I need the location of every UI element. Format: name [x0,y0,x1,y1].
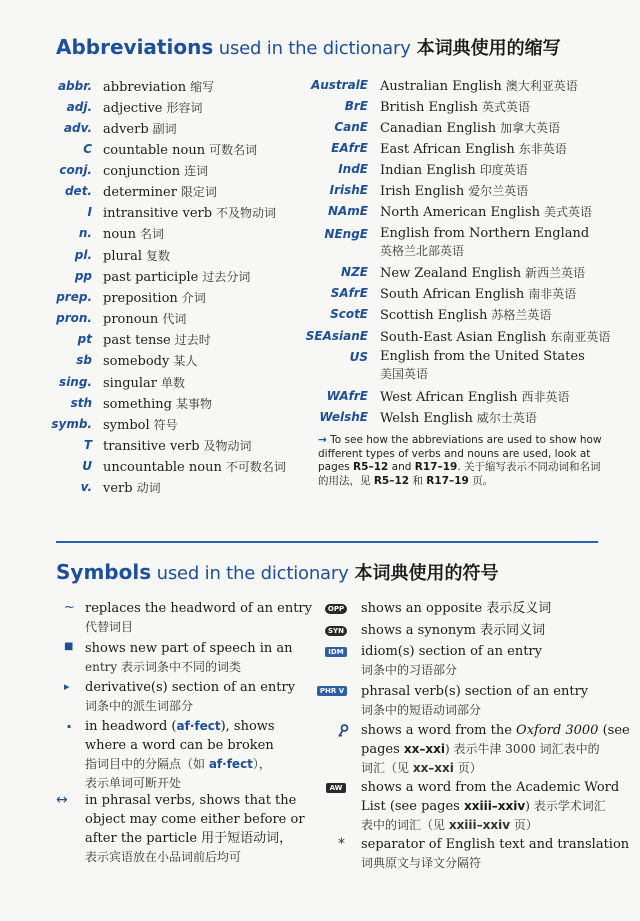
abbreviation-english: verb [103,481,133,496]
abbreviation-meaning [103,162,208,179]
abbreviation-meaning [103,247,170,264]
abbreviation-chinese: 美国英语 [380,367,429,381]
abbreviation-code: SEAsianE [305,329,368,343]
abbreviation-meaning [103,183,217,200]
abbreviation-meaning [380,140,567,157]
symbol-desc-zh: entry 表示词条中不同的词类 [85,660,241,674]
note-text-1: To see how the abbreviations are used to show how different types of verbs and nouns are used, look at pages [318,434,602,473]
abbreviation-chinese: 单数 [161,376,186,390]
abbreviation-code: pt [77,332,92,346]
abbreviation-code: C [83,142,92,156]
note-end: 页。 [468,474,494,487]
abbreviation-meaning [103,310,186,327]
symbol-desc-part: ), shows [220,719,275,734]
abbreviation-meaning [103,289,206,306]
symbol-desc-part: 页） [510,818,538,832]
abbreviation-chinese: 新西兰英语 [525,266,586,280]
symbol-desc-part: ) 表示牛津 3000 词汇表中的 [444,742,600,756]
abbreviation-chinese: 过去时 [174,333,211,347]
abbreviation-meaning [380,119,560,136]
abbreviation-code: NZE [341,265,368,279]
abbreviations-title [56,34,561,60]
abbreviation-chinese: 英格兰北部英语 [380,244,465,258]
page-ref: xx–xxi [412,761,454,775]
asterisk-icon: * [338,836,345,852]
abbreviation-meaning [103,268,250,285]
abbreviation-code: sth [70,396,92,410]
page-ref: xxiii–xxiv [448,818,511,832]
symbol-item-aw [361,778,619,835]
abbreviation-chinese: 名词 [139,227,164,241]
abbreviation-chinese: 可数名词 [209,143,258,157]
abbreviation-chinese: 某事物 [175,397,212,411]
note-ref-4: R17–19 [426,474,469,487]
abbreviation-meaning [103,204,276,221]
abbreviation-meaning [103,395,212,412]
abbreviation-chinese: 限定词 [180,185,217,199]
abbreviation-chinese: 代词 [162,312,187,326]
phrv-badge-icon: PHR V [317,686,347,696]
abbreviation-meaning [380,388,569,405]
symbol-desc-line2: where a word can be broken [85,738,274,753]
aw-badge-icon: AW [326,783,346,793]
abbreviation-english: symbol [103,418,150,433]
symbol-desc [361,723,630,738]
abbreviation-code: sb [76,353,92,367]
section-divider [56,541,598,543]
abbreviation-meaning [103,416,178,433]
abbreviation-meaning [380,226,589,259]
abbreviation-code: symb. [51,417,92,431]
abbreviation-code: pron. [56,311,92,325]
triangle-bullet-icon: ▸ [64,680,70,693]
symbol-highlight: af·fect [208,757,253,771]
abbreviation-chinese: 澳大利亚英语 [505,79,578,93]
abbreviation-meaning [103,141,257,158]
abbreviation-english: adverb [103,122,149,137]
symbol-desc-part: 指词目中的分隔点（如 [85,757,209,771]
note-and-zh: 和 [409,474,427,487]
abbreviation-english: East African English [380,142,515,157]
abbreviation-english: English from Northern England [380,226,590,241]
symbol-desc-part: in headword ( [85,719,177,734]
abbreviation-chinese: 过去分词 [202,270,251,284]
abbreviation-english: past tense [103,333,171,348]
key-icon [337,723,349,742]
symbols-title-zh: 本词典使用的符号 [354,563,499,584]
abbreviation-chinese: 印度英语 [479,163,528,177]
symbols-title-rest: used in the dictionary [151,563,349,584]
symbol-desc-zh: 词条中的短语动词部分 [361,703,482,717]
symbol-item-idm [361,642,542,680]
symbol-desc-part: shows a word from the [361,723,517,738]
abbreviation-english: past participle [103,270,199,285]
abbreviation-meaning [380,285,576,302]
symbol-item-separator [361,835,629,873]
note-ref-3: R5–12 [373,474,410,487]
syn-badge-icon: SYN [325,626,347,636]
abbreviation-chinese: 及物动词 [203,439,252,453]
symbol-item-oxford3000 [361,721,630,778]
abbreviation-english: preposition [103,291,178,306]
abbreviation-chinese: 副词 [152,122,177,136]
abbreviation-english: Australian English [380,79,502,94]
symbol-desc-zh-2: 表示单词可断开处 [85,776,182,790]
symbol-desc-line3: after the particle 用于短语动词， [85,831,293,846]
abbreviations-title-rest: used in the dictionary [213,38,411,59]
abbreviation-code: det. [64,184,92,198]
abbreviation-meaning [103,78,214,95]
abbreviation-meaning [103,352,197,369]
abbreviation-code: EAfrE [331,141,368,155]
symbol-item-tilde [85,599,312,637]
abbreviation-english: Welsh English [380,411,473,426]
abbreviation-english: uncountable noun [103,460,222,475]
abbreviation-english: South-East Asian English [380,330,547,345]
symbol-desc: phrasal verb(s) section of an entry [361,684,589,699]
note-text-2: . 关于缩写表示不同动词和名词的用法，见 [318,461,601,487]
abbreviation-meaning [380,98,530,115]
abbreviation-code: IndE [338,162,368,176]
idm-badge-icon: IDM [325,647,347,657]
symbol-desc-zh: 表示宾语放在小品词前后均可 [85,850,242,864]
abbreviation-english: abbreviation [103,80,187,95]
abbreviation-chinese: 不可数名词 [225,460,286,474]
abbreviation-code: NEngE [324,227,368,241]
abbreviation-chinese: 英式英语 [482,100,531,114]
abbreviation-english: singular [103,376,158,391]
dot-bullet-icon: · [66,717,73,736]
opp-badge-icon: OPP [325,604,347,614]
abbreviation-code: conj. [59,163,92,177]
symbol-desc [85,719,275,734]
abbreviation-code: SAfrE [330,286,368,300]
abbreviation-chinese: 威尔士英语 [476,411,537,425]
symbol-desc-part: (see [598,723,630,738]
symbol-item-syn [361,621,545,640]
abbreviation-meaning [103,458,286,475]
abbreviation-chinese: 动词 [136,481,161,495]
abbreviation-english: countable noun [103,143,206,158]
abbreviation-chinese: 南非英语 [528,287,577,301]
symbol-desc-zh: 词条中的派生词部分 [85,699,194,713]
symbol-desc: replaces the headword of an entry [85,601,312,616]
abbreviation-meaning [380,306,551,323]
abbreviation-code: pl. [74,248,92,262]
abbreviation-chinese: 美式英语 [544,205,593,219]
abbreviation-chinese: 形容词 [166,101,203,115]
symbol-desc-line2 [361,740,630,759]
abbreviation-english: Scottish English [380,308,488,323]
symbol-desc: shows an opposite 表示反义词 [361,601,552,616]
tilde-icon: ~ [64,600,75,615]
abbreviation-code: v. [80,480,92,494]
abbreviation-code: WAfrE [326,389,368,403]
abbreviation-english: determiner [103,185,177,200]
abbreviation-english: pronoun [103,312,159,327]
abbreviation-code: prep. [56,290,92,304]
abbreviation-code: T [83,438,92,452]
abbreviation-english: something [103,397,172,412]
abbreviation-meaning [380,161,528,178]
symbol-desc-part: pages [361,742,404,757]
abbreviation-chinese: 符号 [153,418,178,432]
abbreviation-chinese: 加拿大英语 [500,121,561,135]
abbreviation-chinese: 东非英语 [518,142,567,156]
abbreviation-code: pp [74,269,92,283]
abbreviation-english: North American English [380,205,541,220]
symbol-desc: shows new part of speech in an [85,641,293,656]
symbol-desc-line2 [361,797,619,816]
abbreviation-meaning [103,225,164,242]
symbol-desc-zh [361,759,630,778]
abbreviations-title-bold: Abbreviations [56,35,214,59]
symbol-desc-italic: Oxford 3000 [516,723,599,738]
abbreviation-english: transitive verb [103,439,200,454]
symbol-desc-part: ）， [252,757,271,771]
abbreviation-code: abbr. [57,79,92,93]
abbreviation-english: English from the United States [380,349,585,364]
abbreviation-code: sing. [59,375,92,389]
abbreviation-meaning [103,331,211,348]
abbreviation-english: Indian English [380,163,476,178]
abbreviation-note [318,434,604,488]
symbol-desc: idiom(s) section of an entry [361,644,542,659]
abbreviation-chinese: 缩写 [190,80,215,94]
abbreviation-code: WelshE [319,410,368,424]
symbol-desc-zh: 词条中的习语部分 [361,663,458,677]
abbreviation-meaning [380,328,610,345]
symbol-desc-part: 页） [453,761,482,775]
symbol-desc: shows a word from the Academic Word [361,780,620,795]
abbreviation-chinese: 某人 [173,354,198,368]
abbreviation-english: noun [103,227,136,242]
symbol-desc-part: 词汇（见 [361,761,413,775]
abbreviation-meaning [103,374,185,391]
abbreviation-meaning [380,182,528,199]
abbreviation-meaning [103,99,203,116]
abbreviation-english: intransitive verb [103,206,213,221]
abbreviation-code: CanE [334,120,368,134]
abbreviation-chinese: 介词 [181,291,206,305]
symbol-desc: derivative(s) section of an entry [85,680,296,695]
abbreviation-english: South African English [380,287,525,302]
abbreviation-meaning [380,77,578,94]
abbreviation-code: IrishE [329,183,368,197]
abbreviation-chinese: 不及物动词 [216,206,277,220]
abbreviation-english: New Zealand English [380,266,522,281]
abbreviation-english: conjunction [103,164,181,179]
abbreviations-title-zh: 本词典使用的缩写 [416,38,561,59]
symbol-desc: shows a synonym 表示同义词 [361,623,546,638]
abbreviation-english: Irish English [380,184,465,199]
abbreviation-meaning [380,409,537,426]
symbol-desc-zh: 词典原文与译文分隔符 [361,856,482,870]
arrow-icon: → [318,434,327,446]
abbreviation-code: US [349,350,368,364]
abbreviation-english: somebody [103,354,170,369]
symbol-desc-zh [85,755,275,774]
abbreviation-chinese: 爱尔兰英语 [468,184,529,198]
abbreviation-code: adv. [63,121,92,135]
abbreviation-chinese: 苏格兰英语 [491,308,552,322]
abbreviation-chinese: 复数 [145,249,170,263]
abbreviation-meaning [103,437,252,454]
abbreviation-meaning [380,349,585,382]
symbol-item-opp [361,599,551,618]
abbreviation-chinese: 东南亚英语 [550,330,611,344]
abbreviation-code: ScotE [330,307,368,321]
abbreviation-code: NAmE [327,204,368,218]
symbol-item-double-arrow [85,791,305,867]
symbol-item-square [85,639,293,677]
abbreviation-chinese: 西非英语 [521,390,570,404]
symbols-title-bold: Symbols [56,560,152,584]
symbol-desc-zh: 代替词目 [85,620,134,634]
abbreviation-chinese: 连词 [184,164,209,178]
symbol-desc-part: List (see pages [361,799,464,814]
square-bullet-icon: ■ [64,641,74,652]
symbol-desc: in phrasal verbs, shows that the [85,793,297,808]
note-ref-1: R5–12 [353,461,389,473]
abbreviation-meaning [103,120,177,137]
symbols-title [56,559,499,585]
abbreviation-code: AustralE [310,78,368,92]
abbreviation-meaning [380,203,592,220]
abbreviation-english: West African English [380,390,518,405]
abbreviation-english: plural [103,249,142,264]
note-ref-2: R17–19 [414,461,458,473]
page-ref: xxiii–xxiv [463,799,526,813]
page-ref: xx–xxi [403,742,445,756]
symbol-highlight: af·fect [176,719,221,733]
symbol-desc-line2: object may come either before or [85,812,305,827]
abbreviation-english: adjective [103,101,163,116]
symbol-item-phrv [361,682,588,720]
abbreviation-english: Canadian English [380,121,497,136]
abbreviation-english: British English [380,100,479,115]
double-arrow-icon: ↔ [56,792,68,808]
symbol-desc-part: ) 表示学术词汇 [525,799,606,813]
abbreviation-code: I [87,205,92,219]
abbreviation-meaning [380,264,585,281]
symbol-item-dot [85,717,275,793]
symbol-item-triangle [85,678,295,716]
note-and: and [388,461,415,473]
abbreviation-code: BrE [344,99,368,113]
abbreviation-code: adj. [66,100,92,114]
symbol-desc-part: 表中的词汇（见 [361,818,449,832]
symbol-desc-zh [361,816,619,835]
abbreviation-meaning [103,479,161,496]
symbol-desc: separator of English text and translation [361,837,630,852]
abbreviation-code: n. [78,226,92,240]
abbreviation-code: U [82,459,92,473]
